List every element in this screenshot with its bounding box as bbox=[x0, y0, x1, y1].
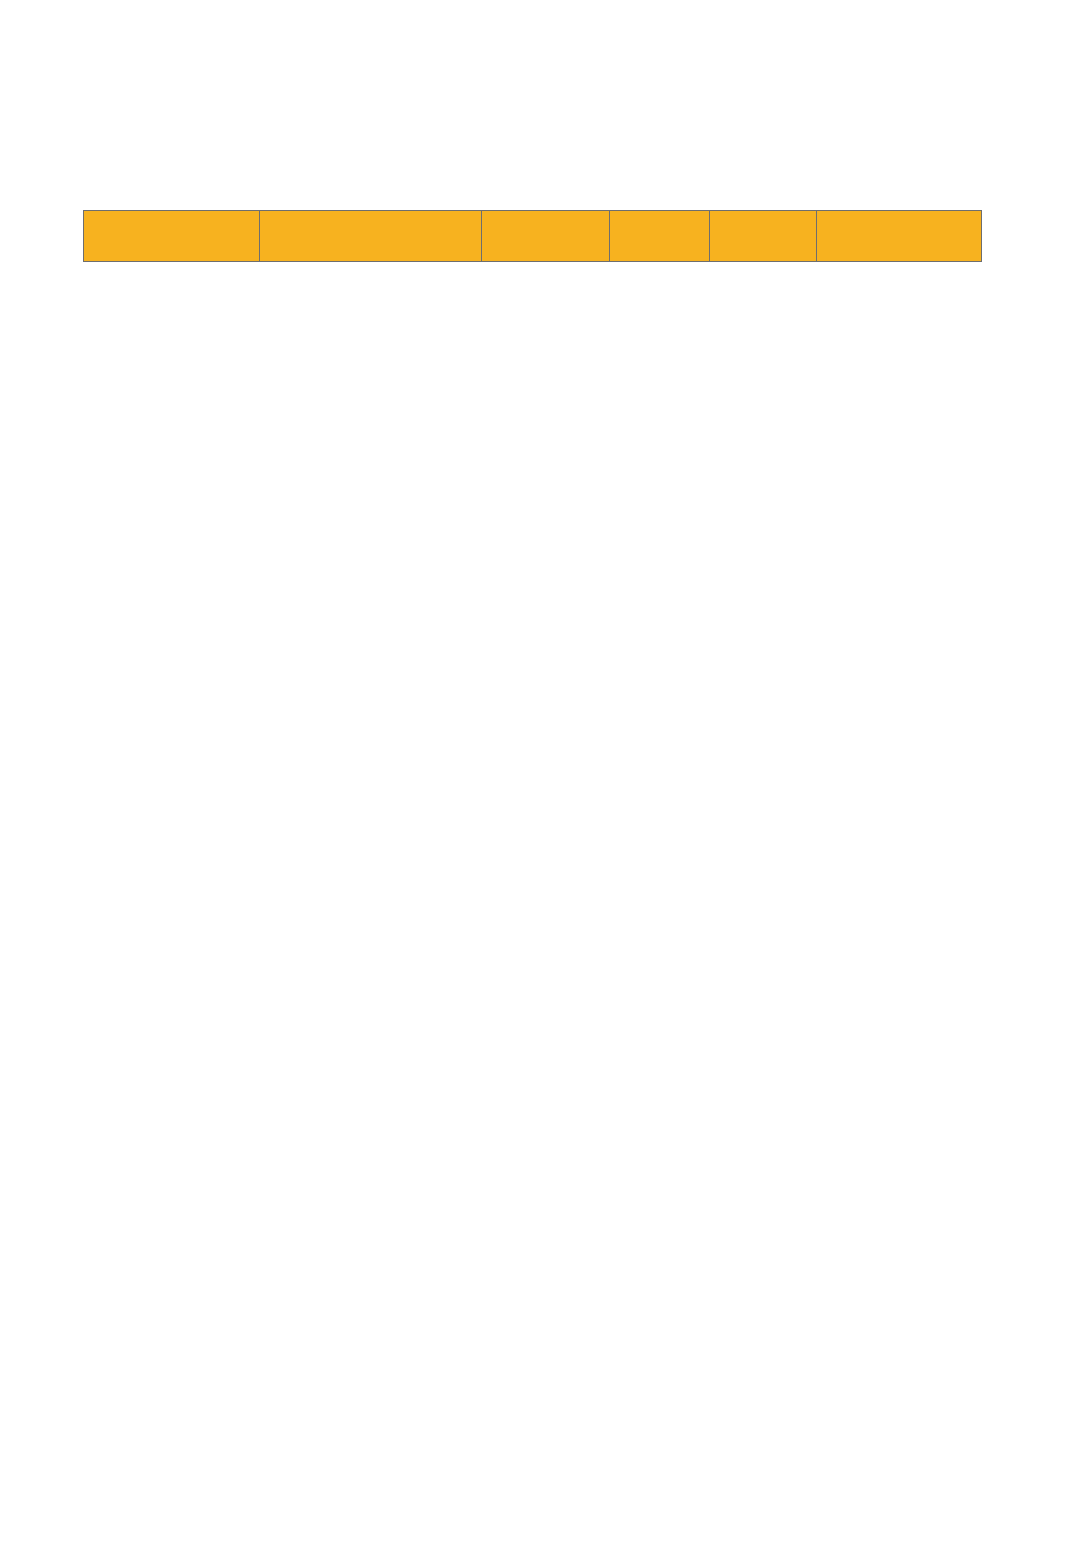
class-mentor-table bbox=[83, 210, 982, 262]
col-header-class-size bbox=[610, 211, 710, 262]
col-header-major bbox=[260, 211, 482, 262]
bottom-wave-decoration bbox=[0, 1420, 1080, 1548]
top-wave-decoration bbox=[0, 0, 1080, 200]
col-header-class bbox=[482, 211, 610, 262]
col-header-mentor bbox=[710, 211, 817, 262]
table-header-row bbox=[84, 211, 982, 262]
col-header-college bbox=[84, 211, 260, 262]
col-header-phone bbox=[817, 211, 982, 262]
